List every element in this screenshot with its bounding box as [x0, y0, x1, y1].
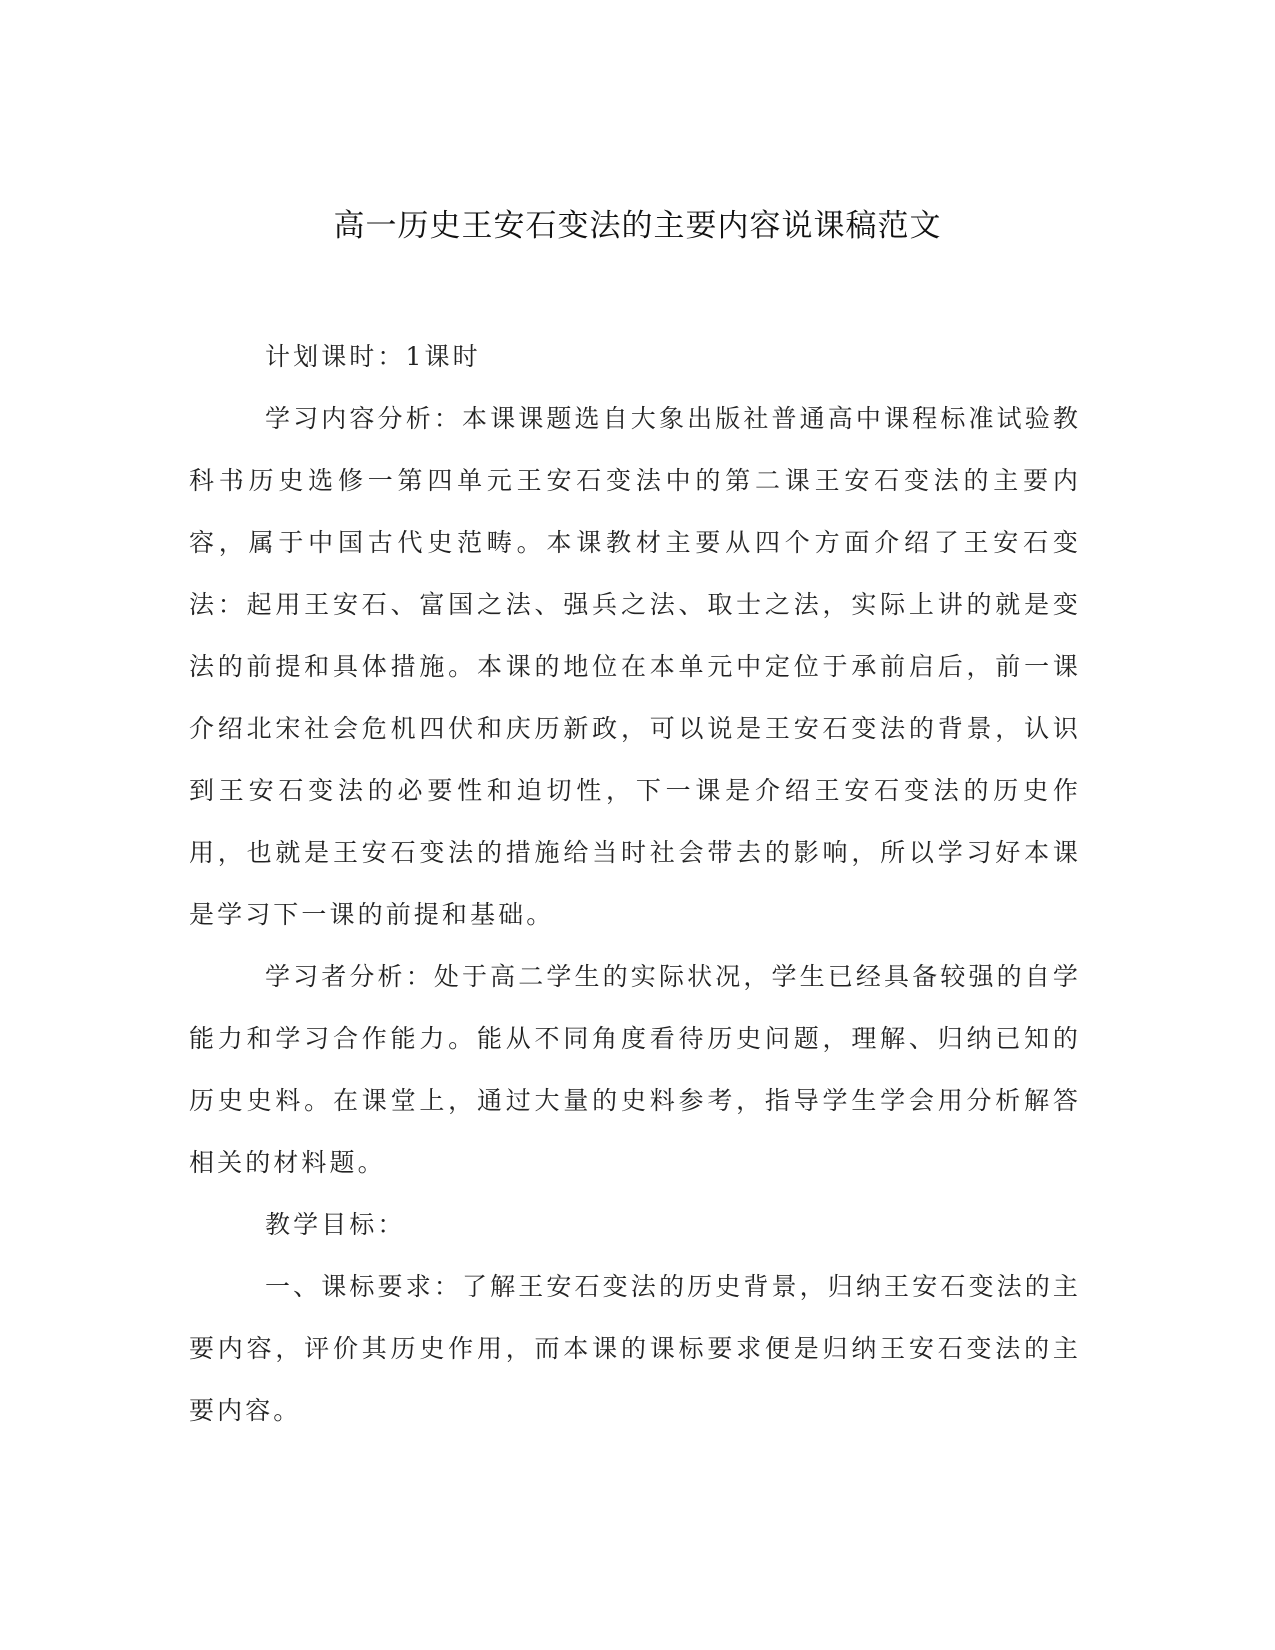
paragraph-class-hours: 计划课时：1课时	[265, 342, 481, 371]
paragraph-curriculum-requirements: 一、课标要求：了解王安石变法的历史背景，归纳王安石变法的主要内容，评价其历史作用，而本课的课标要求便是归纳王安石变法的主要内容。	[189, 1272, 1081, 1425]
paragraph-teaching-goals-heading: 教学目标：	[265, 1210, 406, 1239]
document-body	[189, 326, 1081, 1442]
paragraph-content-analysis: 学习内容分析：本课课题选自大象出版社普通高中课程标准试验教科书历史选修一第四单元王安石变法中的第二课王安石变法的主要内容，属于中国古代史范畴。本课教材主要从四个方面介绍了王安石变法：起用王安石、富国之法、强兵之法、取士之法，实际上讲的就是变法的前提和具体措施。本课的地位在本单元中定位于承前启后，前一课介绍北宋社会危机四伏和庆历新政，可以说是王安石变法的背景，认识到王安石变法的必要性和迫切性，下一课是介绍王安石变法的历史作用，也就是王安石变法的措施给当时社会带去的影响，所以学习好本课是学习下一课的前提和基础。	[189, 404, 1081, 929]
paragraph-learner-analysis: 学习者分析：处于高二学生的实际状况，学生已经具备较强的自学能力和学习合作能力。能从不同角度看待历史问题，理解、归纳已知的历史史料。在课堂上，通过大量的史料参考，指导学生学会用分析解答相关的材料题。	[189, 962, 1081, 1177]
document-title: 高一历史王安石变法的主要内容说课稿范文	[333, 208, 942, 244]
